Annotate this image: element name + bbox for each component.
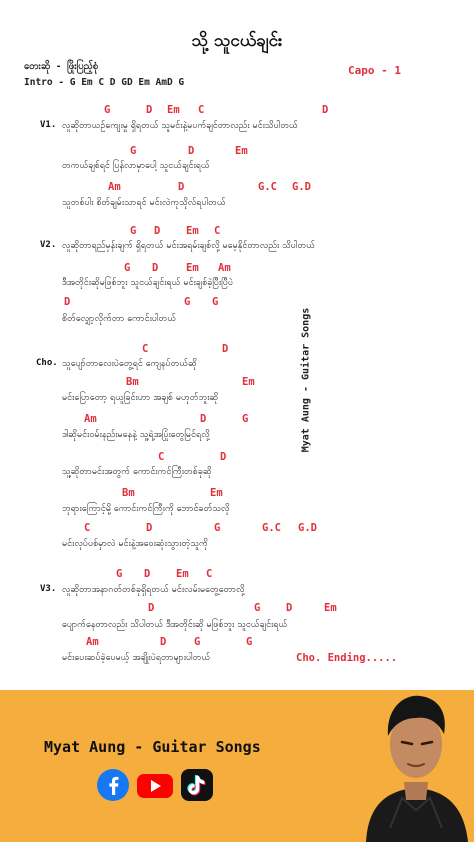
lyric-line: ဘုရားကြောင့်မို့ ကောင်းကင်ကြီးကို ဘောင်ခတ်သလို	[62, 504, 230, 514]
chord: G	[246, 636, 253, 648]
intro-line: Intro - G Em C D GD Em AmD G	[24, 77, 185, 88]
chord: D	[286, 602, 293, 614]
chord: C	[158, 451, 165, 463]
capo-label: Capo - 1	[348, 64, 401, 77]
chord-row	[0, 451, 474, 463]
chord: G	[116, 568, 123, 580]
chord: Am	[218, 262, 231, 274]
chord: D	[148, 602, 155, 614]
chord: G	[194, 636, 201, 648]
chord: G	[214, 522, 221, 534]
chord-row	[0, 376, 474, 388]
chord: Em	[176, 568, 189, 580]
chord: D	[222, 343, 229, 355]
chorus-ending-note: Cho. Ending.....	[296, 652, 398, 664]
lyric-line: မင်းလုပ်ပစ်မှာလဲ မင်းနဲ့အဝေးဆုံးသွားတဲ့သူကို	[62, 539, 208, 549]
chord-row	[0, 602, 474, 614]
section-label: V2.	[40, 240, 57, 250]
youtube-icon[interactable]	[136, 768, 170, 802]
chord-row	[0, 262, 474, 274]
chord: D	[146, 104, 153, 116]
chord-row	[0, 568, 474, 580]
footer-title: Myat Aung - Guitar Songs	[44, 738, 261, 756]
chord: G.D	[298, 522, 317, 534]
chord: C	[84, 522, 91, 534]
lyric-line: ဒီအတိုင်းဆိုမဖြစ်ဘူး သူငယ်ချင်းရယ် မင်းချစ်ခဲ့ပြီးပြီပဲ	[62, 278, 234, 288]
section-label: V1.	[40, 120, 57, 130]
chord: G	[104, 104, 111, 116]
chord: G.D	[292, 181, 311, 193]
chord: D	[64, 296, 71, 308]
chord: D	[200, 413, 207, 425]
lyric-line: ဒါဆိုမင်းဝမ်းနည်းမနေနဲ့ သူ့ရဲ့အပြုံးတွေမြင်ရလို့	[62, 430, 210, 440]
lyric-line: ပျောက်နေတာလည်း သိပါတယ် ဒီအတိုင်းဆို မဖြစ်ဘူး သူငယ်ချင်းရယ်	[62, 620, 288, 630]
lyric-line: သူတစ်ပါး စိတ်ချမ်းသာရင် မင်းလဲကုသိုလ်ရပါတယ်	[62, 198, 226, 208]
lyric-line: လူဆိုတာရည်မှန်းချက် ရှိရတယ် မင်းအရမ်းချစ်လို့ မမေ့နိုင်တာလည်း သိပါတယ်	[62, 241, 315, 251]
chord: D	[144, 568, 151, 580]
artist-line: တေးဆို - ဖြိုးပြည့်စုံ	[24, 61, 99, 72]
chord: D	[220, 451, 227, 463]
chord: Em	[186, 225, 199, 237]
chord: G.C	[262, 522, 281, 534]
lyric-line: လူဆိုတာယဥ်ကျေးမှု ရှိရတယ် သူမင်းနဲ့မပက်ချင်တာလည်း မင်းသိပါတယ်	[62, 121, 298, 131]
chord-row	[0, 522, 474, 534]
vertical-watermark	[298, 300, 314, 460]
chord: D	[152, 262, 159, 274]
chord: Em	[167, 104, 180, 116]
chord: G	[130, 145, 137, 157]
chord: G	[242, 413, 249, 425]
chord: Bm	[122, 487, 135, 499]
chord-row	[0, 636, 474, 648]
lyric-line: မင်းပြောတော့ ရယူခြင်းဟာ အချစ် မဟုတ်ဘူးဆို	[62, 393, 219, 403]
watermark-text: Myat Aung - Guitar Songs	[300, 307, 312, 453]
chord: D	[154, 225, 161, 237]
section-label: V3.	[40, 584, 57, 594]
chord: C	[198, 104, 205, 116]
chord-row	[0, 296, 474, 308]
chord-row	[0, 343, 474, 355]
person-photo	[362, 678, 470, 842]
lyric-line: သူ့ဆိုတာမင်းအတွက် ကောင်းကင်ကြီးတစ်ခုဆို	[62, 467, 212, 477]
chord: Em	[186, 262, 199, 274]
chord: Em	[235, 145, 248, 157]
chord: Em	[242, 376, 255, 388]
chord: D	[160, 636, 167, 648]
lyric-line: လူဆိုတာအနာဂတ်တစ်ခုရှိရတယ် မင်းလမ်းမတွေ့တောလို့	[62, 585, 245, 595]
chord-row	[0, 104, 474, 116]
chord: Em	[324, 602, 337, 614]
chord: Em	[210, 487, 223, 499]
chord: Am	[108, 181, 121, 193]
chord: Am	[86, 636, 99, 648]
chord: G	[124, 262, 131, 274]
lyric-line: သူပျော်တာလေးပဲတွေ့ရင် ကျေနပ်တယ်ဆို	[62, 359, 197, 369]
chord: C	[142, 343, 149, 355]
chord: D	[188, 145, 195, 157]
chord-row	[0, 145, 474, 157]
page-title: သို့ သူငယ်ချင်း	[191, 31, 283, 51]
chord: Bm	[126, 376, 139, 388]
chord-row	[0, 487, 474, 499]
chord: D	[178, 181, 185, 193]
chord: D	[322, 104, 329, 116]
chord: G	[212, 296, 219, 308]
chord: C	[206, 568, 213, 580]
chord: G	[130, 225, 137, 237]
lyric-line: တကယ်ချစ်ရင် ပြန်လာမှာပေါ့ သူငယ်ချင်းရယ်	[62, 161, 210, 171]
chord: G	[184, 296, 191, 308]
chord: D	[146, 522, 153, 534]
chord: C	[214, 225, 221, 237]
chord: Am	[84, 413, 97, 425]
chord-row	[0, 225, 474, 237]
tiktok-icon[interactable]	[180, 768, 214, 802]
section-label: Cho.	[36, 358, 58, 368]
chord-row	[0, 181, 474, 193]
facebook-icon[interactable]	[96, 768, 130, 802]
lyric-line: မင်းပေးဆပ်ခဲ့ပေမယ့် အချိုးပဲရတာများပါတယ်	[62, 653, 211, 663]
chord: G.C	[258, 181, 277, 193]
chord: G	[254, 602, 261, 614]
lyric-line: စိတ်လျှော့လိုက်တာ ကောင်းပါတယ်	[62, 314, 177, 324]
chord-row	[0, 413, 474, 425]
